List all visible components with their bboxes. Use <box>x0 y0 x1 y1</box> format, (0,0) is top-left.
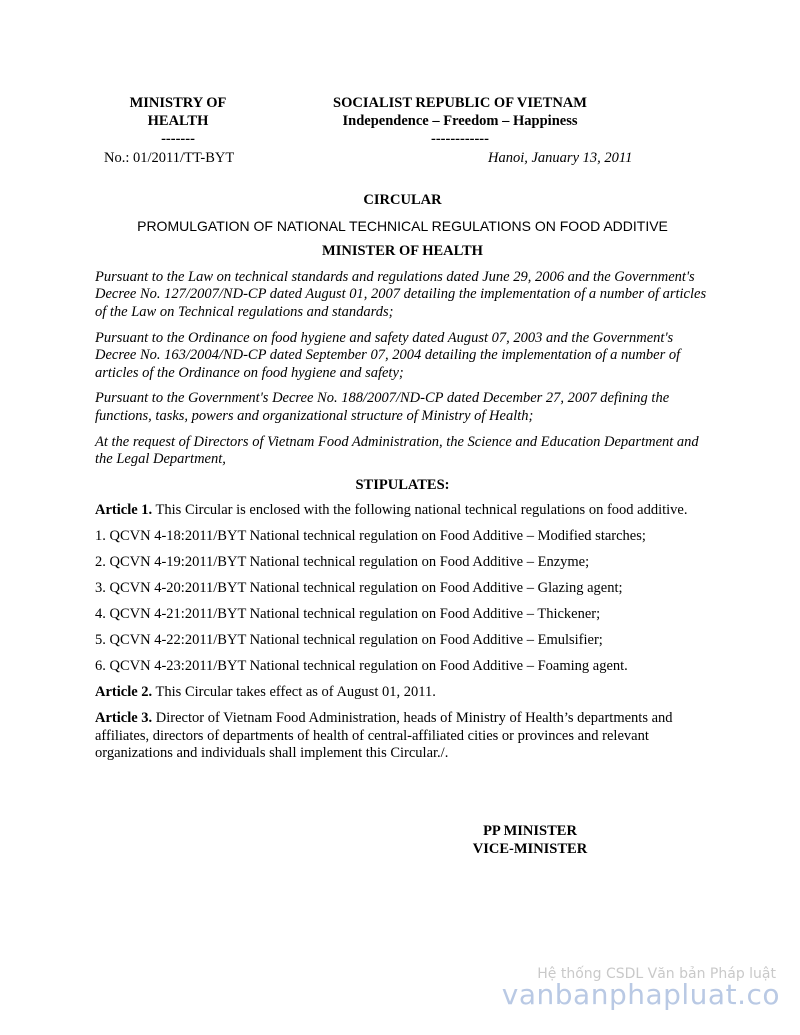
regulation-item: 5. QCVN 4-22:2011/BYT National technical regulation on Food Additive – Emulsifier; <box>95 632 603 649</box>
preamble <box>95 269 710 469</box>
regulation-item: 1. QCVN 4-18:2011/BYT National technical regulation on Food Additive – Modified starches; <box>95 527 646 544</box>
article-2-label: Article 2. <box>95 684 153 701</box>
ministry-name-line1: MINISTRY OF <box>129 95 227 111</box>
preamble-clause: Pursuant to the Government's Decree No. 188/2007/ND-CP dated December 27, 2007 defining the functions, tasks, powers and organizational structure of Ministry of Health; <box>95 390 670 424</box>
article-2-text: This Circular takes effect as of August 01, 2011. <box>155 684 436 701</box>
preamble-clause: Pursuant to the Ordinance on food hygiene and safety dated August 07, 2003 and the Government's Decree No. 163/2004/ND-CP dated September 07, 2004 detailing the implementation of a number of articles of the Ordinance on food hygiene and safety; <box>95 329 681 381</box>
regulation-item: 3. QCVN 4-20:2011/BYT National technical regulation on Food Additive – Glazing agent; <box>95 580 623 597</box>
document-subject: PROMULGATION OF NATIONAL TECHNICAL REGULATIONS ON FOOD ADDITIVE <box>137 217 668 234</box>
issuing-authority: MINISTER OF HEALTH <box>322 243 483 260</box>
preamble-clause: At the request of Directors of Vietnam Food Administration, the Science and Education Department and the Legal Department, <box>95 433 699 468</box>
document-number: No.: 01/2011/TT-BYT <box>104 150 235 166</box>
document-body <box>95 192 710 771</box>
regulation-item: 6. QCVN 4-23:2011/BYT National technical regulation on Food Additive – Foaming agent. <box>95 658 628 675</box>
watermark-caption: Hệ thống CSDL Văn bản Pháp luật <box>537 966 776 982</box>
preamble-clause: Pursuant to the Law on technical standards and regulations dated June 29, 2006 and the Government's Decree No. 127/2007/ND-CP dated August 01, 2007 detailing the implementation of a number of articles of the Law on Technical regulations and standards; <box>95 268 707 320</box>
national-motto: Independence – Freedom – Happiness <box>342 113 578 129</box>
document-type: CIRCULAR <box>363 192 442 208</box>
watermark-site: vanbanphapluat.co <box>501 978 780 1011</box>
place-and-date: Hanoi, January 13, 2011 <box>488 150 633 166</box>
republic-rule: ------------ <box>431 131 489 147</box>
regulation-item: 4. QCVN 4-21:2011/BYT National technical regulation on Food Additive – Thickener; <box>95 606 601 623</box>
article-2 <box>95 684 710 702</box>
ministry-rule: ------- <box>161 131 195 147</box>
article-3-text: Director of Vietnam Food Administration, heads of Ministry of Health’s departments and affiliates, directors of departments of health of central-affiliated cities or provinces and relevant organizations and individuals shall implement this Circular./. <box>95 710 673 762</box>
article-3-label: Article 3. <box>95 710 153 727</box>
article-3 <box>95 710 710 763</box>
signature-position: VICE-MINISTER <box>472 841 588 857</box>
ministry-name-line2: HEALTH <box>147 113 209 129</box>
republic-name: SOCIALIST REPUBLIC OF VIETNAM <box>333 95 587 111</box>
regulation-list <box>95 528 710 676</box>
stipulates-heading: STIPULATES: <box>355 476 450 493</box>
signature-block <box>455 822 605 858</box>
ministry-header <box>98 94 258 148</box>
article-1 <box>95 502 710 520</box>
regulation-item: 2. QCVN 4-19:2011/BYT National technical regulation on Food Additive – Enzyme; <box>95 554 590 570</box>
republic-header <box>310 94 610 148</box>
article-1-text: This Circular is enclosed with the following national technical regulations on food additive. <box>155 502 688 519</box>
article-1-label: Article 1. <box>95 502 153 519</box>
signature-title: PP MINISTER <box>483 823 577 839</box>
